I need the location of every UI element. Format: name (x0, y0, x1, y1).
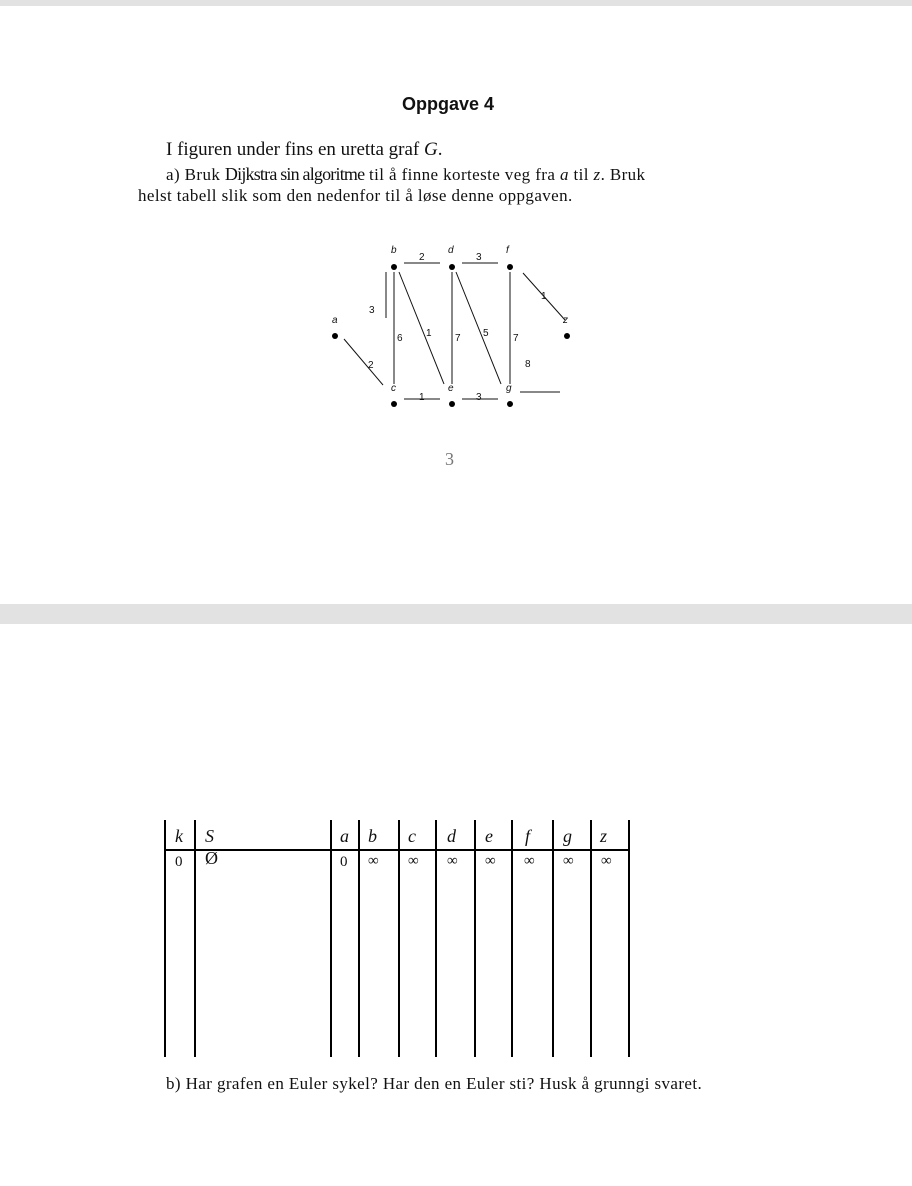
cell-b: ∞ (368, 853, 379, 869)
task-a-line-1 (166, 164, 645, 185)
label-z: z (563, 315, 568, 326)
weight-a-c: 2 (368, 360, 374, 371)
task-a-mid2: til (573, 165, 589, 184)
page-number: 3 (445, 449, 454, 469)
weight-f-g: 7 (513, 333, 519, 344)
cell-S: Ø (205, 848, 218, 868)
task-a-mid1: til å finne korteste veg fra (368, 165, 556, 184)
label-b: b (391, 245, 397, 256)
weight-d-f: 3 (476, 252, 482, 263)
node-d (449, 264, 455, 270)
cell-g: ∞ (563, 853, 574, 869)
task-a-line-2: helst tabell slik som den nedenfor til å løse denne oppgaven. (138, 186, 573, 205)
task-b-text: b) Har grafen en Euler sykel? Har den en Euler sti? Husk å grunngi svaret. (166, 1074, 703, 1093)
cell-f: ∞ (524, 853, 535, 869)
header-e: e (485, 826, 493, 846)
task-a-mid3: . Bruk (600, 165, 646, 184)
graph-figure (320, 232, 580, 412)
node-e (449, 401, 455, 407)
task-a-prefix: a) Bruk (166, 165, 221, 184)
page-1 (0, 6, 912, 604)
weight-e-g: 3 (476, 392, 482, 403)
weight-c-e: 1 (419, 392, 425, 403)
weight-g-z: 8 (525, 359, 531, 370)
node-f (507, 264, 513, 270)
node-b (391, 264, 397, 270)
edge-a-c (344, 339, 383, 385)
node-a (332, 333, 338, 339)
weight-b-d: 2 (419, 252, 425, 263)
header-a: a (340, 826, 349, 846)
cell-e: ∞ (485, 853, 496, 869)
weight-b-c-6: 6 (397, 333, 403, 344)
weight-d-e: 7 (455, 333, 461, 344)
weight-d-g: 5 (483, 328, 489, 339)
label-e: e (448, 383, 454, 394)
from-node: a (559, 165, 569, 184)
cell-z: ∞ (601, 853, 612, 869)
node-c (391, 401, 397, 407)
algorithm-name: Dijkstra sin algoritme (224, 164, 365, 184)
label-d: d (448, 245, 454, 256)
header-k: k (175, 826, 183, 846)
cell-d: ∞ (447, 853, 458, 869)
label-g: g (506, 383, 512, 394)
label-c: c (391, 383, 396, 394)
node-g (507, 401, 513, 407)
intro-end: . (437, 139, 443, 160)
header-b: b (368, 826, 377, 846)
header-z: z (600, 826, 608, 846)
dijkstra-table (160, 820, 640, 1060)
exercise-title: Oppgave 4 (402, 94, 495, 114)
cell-k: 0 (175, 854, 183, 870)
header-c: c (408, 826, 416, 846)
cell-a: 0 (340, 854, 348, 870)
header-d: d (447, 826, 456, 846)
header-S: S (205, 826, 214, 846)
header-g: g (563, 826, 572, 846)
edge-b-e (399, 272, 444, 384)
node-z (564, 333, 570, 339)
intro-text (166, 139, 442, 161)
intro-main: I figuren under fins en uretta graf (166, 139, 420, 160)
to-node: z (593, 165, 601, 184)
weight-f-z: 1 (541, 291, 547, 302)
label-f: f (506, 245, 509, 256)
page-2 (0, 624, 912, 1186)
header-f: f (525, 826, 531, 846)
label-a: a (332, 315, 338, 326)
intro-graph-symbol: G (423, 139, 438, 160)
weight-b-c-3: 3 (369, 305, 375, 316)
cell-c: ∞ (408, 853, 419, 869)
edge-d-g (456, 272, 501, 384)
weight-b-e: 1 (426, 328, 432, 339)
